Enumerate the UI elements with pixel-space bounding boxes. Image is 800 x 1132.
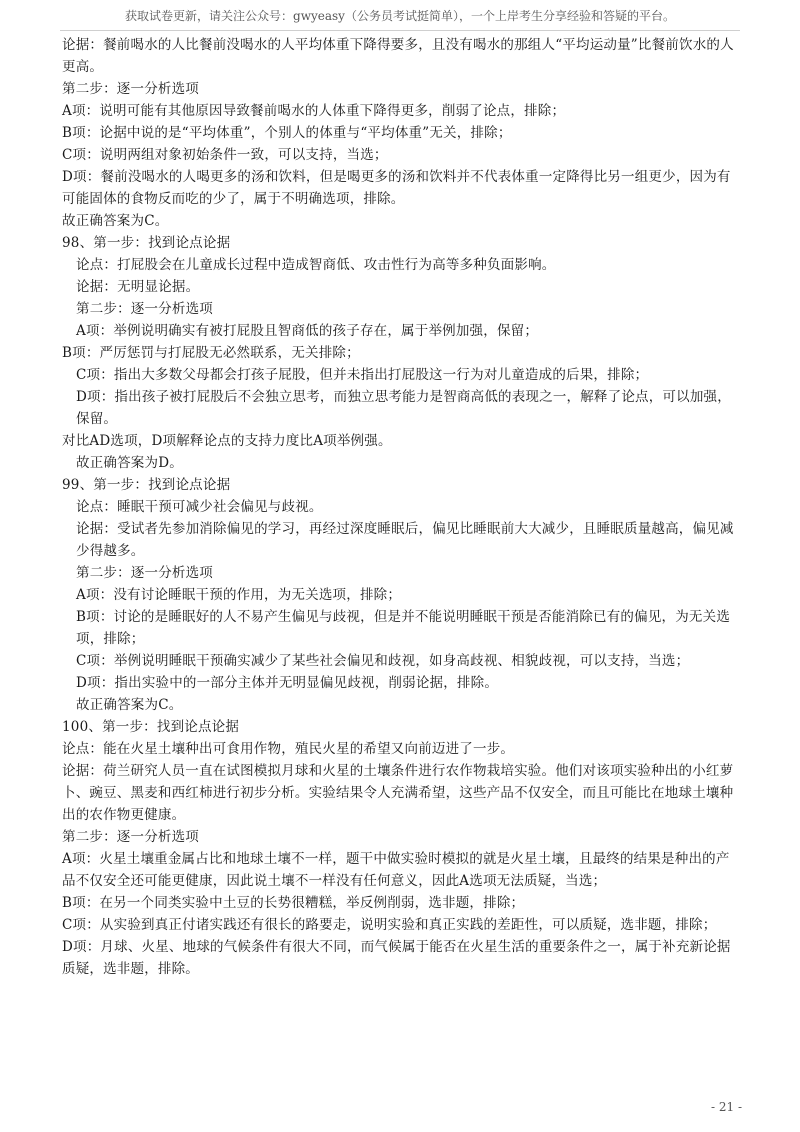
text-line: 论点：睡眠干预可减少社会偏见与歧视。: [76, 499, 323, 515]
text-line: B项：在另一个同类实验中土豆的长势很糟糕，举反例削弱，选非题，排除；: [62, 895, 525, 911]
text-line: D项：指出孩子被打屁股后不会独立思考，而独立思考能力是智商高低的表现之一，解释了论点，可以加强，保留。: [76, 389, 731, 427]
text-line: B项：讨论的是睡眠好的人不易产生偏见与歧视，但是并不能说明睡眠干预是否能消除已有的偏见，为无关选项，排除；: [76, 609, 731, 647]
text-line: 第二步：逐一分析选项: [76, 301, 213, 317]
text-line: 第二步：逐一分析选项: [62, 829, 199, 845]
text-line: 98、第一步：找到论点论据: [62, 235, 231, 251]
text-line: C项：从实验到真正付诸实践还有很长的路要走，说明实验和真正实践的差距性，可以质疑，选非题，排除；: [62, 917, 717, 933]
text-line: 100、第一步：找到论点论据: [62, 719, 240, 735]
text-line: 故正确答案为C。: [62, 213, 169, 229]
text-line: 99、第一步：找到论点论据: [62, 477, 231, 493]
text-line: D项：餐前没喝水的人喝更多的汤和饮料，但是喝更多的汤和饮料并不代表体重一定降得比另一组更少，因为有可能固体的食物反而吃的少了，属于不明确选项，排除。: [62, 169, 731, 207]
text-line: 故正确答案为D。: [76, 455, 183, 471]
text-line: C项：指出大多数父母都会打孩子屁股，但并未指出打屁股这一行为对儿童造成的后果，排除；: [76, 367, 649, 383]
document-body: [62, 34, 742, 980]
text-line: B项：论据中说的是“平均体重”，个别人的体重与“平均体重”无关，排除；: [62, 125, 512, 141]
header-text: 获取试卷更新，请关注公众号：gwyeasy（公务员考试挺简单），一个上岸考生分享经验和答疑的平台。: [125, 8, 675, 23]
text-line: A项：没有讨论睡眠干预的作用，为无关选项，排除；: [76, 587, 402, 603]
text-line: 论点：能在火星土壤种出可食用作物，殖民火星的希望又向前迈进了一步。: [62, 741, 515, 757]
text-line: 论据：餐前喝水的人比餐前没喝水的人平均体重下降得要多，且没有喝水的那组人“平均运动量”比餐前饮水的人更高。: [62, 37, 734, 75]
text-line: 论点：打屁股会在儿童成长过程中造成智商低、攻击性行为高等多种负面影响。: [76, 257, 556, 273]
text-line: A项：说明可能有其他原因导致餐前喝水的人体重下降得更多，削弱了论点，排除；: [62, 103, 566, 119]
text-line: 论据：荷兰研究人员一直在试图模拟月球和火星的土壤条件进行农作物栽培实验。他们对该项实验种出的小红萝卜、豌豆、黑麦和西红柿进行初步分析。实验结果令人充满希望，这些产品不仅安全，而且可能比在地球土壤种出的农作物更健康。: [62, 763, 734, 823]
text-line: C项：说明两组对象初始条件一致，可以支持，当选；: [62, 147, 388, 163]
text-line: 第二步：逐一分析选项: [76, 565, 213, 581]
text-line: 对比AD选项，D项解释论点的支持力度比A项举例强。: [62, 433, 392, 449]
text-line: D项：指出实验中的一部分主体并无明显偏见歧视，削弱论据，排除。: [76, 675, 499, 691]
text-line: C项：举例说明睡眠干预确实减少了某些社会偏见和歧视，如身高歧视、相貌歧视，可以支持，当选；: [76, 653, 690, 669]
text-line: 第二步：逐一分析选项: [62, 81, 199, 97]
text-line: 论据：受试者先参加消除偏见的学习，再经过深度睡眠后，偏见比睡眠前大大减少，且睡眠质量越高，偏见减少得越多。: [76, 521, 734, 559]
text-line: B项：严厉惩罚与打屁股无必然联系，无关排除；: [62, 345, 360, 361]
page-number: - 21 -: [710, 1100, 742, 1114]
text-line: D项：月球、火星、地球的气候条件有很大不同，而气候属于能否在火星生活的重要条件之一，属于补充新论据质疑，选非题，排除。: [62, 939, 731, 977]
text-line: 故正确答案为C。: [76, 697, 183, 713]
text-line: A项：火星土壤重金属占比和地球土壤不一样，题干中做实验时模拟的就是火星土壤，且最终的结果是种出的产品不仅安全还可能更健康，因此说土壤不一样没有任何意义，因此A选项无法质疑，当选；: [62, 851, 730, 889]
page-header: [60, 0, 740, 31]
text-line: A项：举例说明确实有被打屁股且智商低的孩子存在，属于举例加强，保留；: [76, 323, 539, 339]
text-line: 论据：无明显论据。: [76, 279, 200, 295]
